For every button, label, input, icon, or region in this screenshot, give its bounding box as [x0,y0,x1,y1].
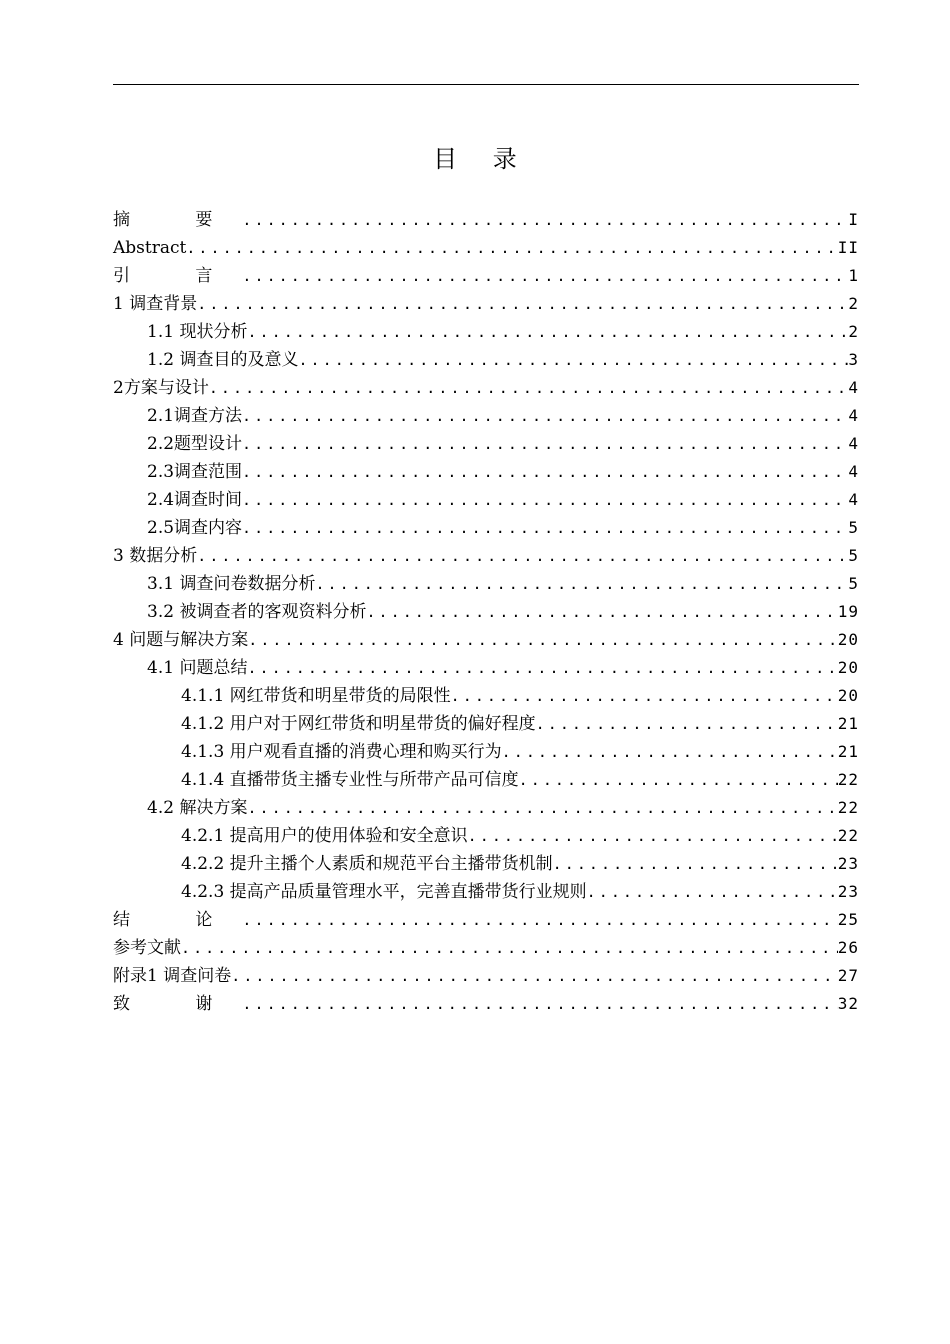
toc-entry-references[interactable] [113,934,859,962]
toc-entry-abstract-cn[interactable] [113,206,859,234]
toc-entry-label: 4.2 解决方案 [147,798,248,818]
toc-leader [519,766,838,794]
toc-entry-section-4-1-2[interactable] [113,710,859,738]
toc-entry-conclusion[interactable] [113,906,859,934]
toc-leader [247,318,848,346]
toc-entry-label: 4.1 问题总结 [147,658,248,678]
toc-entry-page: 32 [837,994,859,1013]
toc-entry-section-4[interactable] [113,626,859,654]
toc-entry-label: 3 数据分析 [113,546,198,566]
toc-entry-label: 附录1 调查问卷 [113,966,232,986]
toc-entry-section-2-3[interactable] [113,458,859,486]
toc-entry-label: 4.2.3 提高产品质量管理水平，完善直播带货行业规则 [181,882,587,902]
toc-leader [468,822,838,850]
toc-entry-acknowledgements[interactable] [113,990,859,1018]
toc-entry-label: 摘 要 [113,210,243,230]
toc-entry-page: 20 [837,686,859,705]
toc-leader [366,598,837,626]
toc-entry-page: 25 [837,910,859,929]
toc-entry-page: 23 [837,882,859,901]
toc-entry-page: 5 [848,546,859,565]
toc-leader [181,934,838,962]
toc-entry-page: 20 [837,658,859,677]
toc-leader [451,682,838,710]
toc-entry-label: 4.1.2 用户对于网红带货和明星带货的偏好程度 [181,714,536,734]
toc-entry-section-4-1-3[interactable] [113,738,859,766]
toc-entry-section-3[interactable] [113,542,859,570]
toc-entry-label: 4.1.4 直播带货主播专业性与所带产品可信度 [181,770,519,790]
toc-leader [242,262,848,290]
toc-entry-label: 结 论 [113,910,243,930]
toc-entry-label: 4.2.2 提升主播个人素质和规范平台主播带货机制 [181,854,553,874]
toc-entry-page: 19 [837,602,859,621]
toc-entry-section-2-1[interactable] [113,402,859,430]
toc-entry-label: 4.1.3 用户观看直播的消费心理和购买行为 [181,742,502,762]
toc-entry-abstract-en[interactable] [113,234,859,262]
toc-entry-section-4-2-3[interactable] [113,878,859,906]
toc-entry-page: 4 [848,490,859,509]
toc-entry-label: 2方案与设计 [113,378,209,398]
toc-leader [242,206,848,234]
toc-leader [502,738,838,766]
toc-entry-label: 引 言 [113,266,243,286]
toc-leader [242,430,848,458]
toc-entry-label: 1 调查背景 [113,294,198,314]
toc-entry-page: 2 [848,294,859,313]
toc-entry-section-4-2[interactable] [113,794,859,822]
page-title: 目 录 [433,145,531,173]
toc-entry-label: 致 谢 [113,994,243,1014]
toc-entry-appendix-1[interactable] [113,962,859,990]
toc-leader [231,962,838,990]
toc-leader [242,402,848,430]
toc-entry-introduction[interactable] [113,262,859,290]
toc-entry-label: 4 问题与解决方案 [113,630,249,650]
toc-leader [242,486,848,514]
toc-entry-label: 2.2题型设计 [147,434,243,454]
toc-leader [197,542,848,570]
toc-entry-label: 2.1调查方法 [147,406,243,426]
toc-entry-label: Abstract [113,238,187,258]
toc-entry-page: 23 [837,854,859,873]
toc-entry-section-2[interactable] [113,374,859,402]
toc-leader [242,906,837,934]
toc-entry-label: 2.3调查范围 [147,462,243,482]
toc-leader [248,626,838,654]
toc-leader [315,570,848,598]
toc-entry-page: 5 [848,574,859,593]
toc-entry-section-2-2[interactable] [113,430,859,458]
toc-leader [587,878,838,906]
toc-entry-page: 26 [837,938,859,957]
toc-leader [553,850,838,878]
toc-entry-section-2-5[interactable] [113,514,859,542]
toc-leader [536,710,838,738]
toc-entry-label: 1.1 现状分析 [147,322,248,342]
toc-entry-section-4-1-4[interactable] [113,766,859,794]
toc-entry-label: 参考文献 [113,938,181,958]
toc-leader [242,514,848,542]
toc-entry-page: 21 [837,742,859,761]
toc-leader [242,458,848,486]
toc-entry-label: 2.4调查时间 [147,490,243,510]
toc-leader [197,290,848,318]
toc-entry-section-1[interactable] [113,290,859,318]
toc-leader [247,794,837,822]
toc-entry-section-4-1[interactable] [113,654,859,682]
toc-entry-page: 21 [837,714,859,733]
toc-entry-label: 2.5调查内容 [147,518,243,538]
toc-entry-section-4-2-2[interactable] [113,850,859,878]
toc-leader [242,990,837,1018]
toc-entry-section-1-1[interactable] [113,318,859,346]
toc-entry-section-3-1[interactable] [113,570,859,598]
toc-entry-page: 2 [848,322,859,341]
toc-entry-page: 20 [837,630,859,649]
toc-entry-page: 22 [837,826,859,845]
header-rule [113,84,859,85]
table-of-contents [113,206,859,1018]
toc-entry-page: 27 [837,966,859,985]
toc-leader [209,374,849,402]
toc-entry-page: 4 [848,462,859,481]
toc-entry-page: 4 [848,434,859,453]
toc-entry-page: 22 [837,770,859,789]
toc-leader [186,234,837,262]
toc-entry-label: 3.1 调查问卷数据分析 [147,574,316,594]
toc-entry-section-4-2-1[interactable] [113,822,859,850]
toc-entry-label: 1.2 调查目的及意义 [147,350,299,370]
toc-entry-page: 4 [848,406,859,425]
toc-entry-section-4-1-1[interactable] [113,682,859,710]
toc-entry-section-3-2[interactable] [113,598,859,626]
toc-entry-page: 22 [837,798,859,817]
toc-entry-page: I [848,210,859,229]
toc-entry-section-2-4[interactable] [113,486,859,514]
toc-entry-page: II [837,238,859,257]
toc-entry-page: 5 [848,518,859,537]
toc-entry-label: 4.1.1 网红带货和明星带货的局限性 [181,686,451,706]
toc-entry-section-1-2[interactable] [113,346,859,374]
toc-entry-label: 3.2 被调查者的客观资料分析 [147,602,367,622]
toc-entry-page: 1 [848,266,859,285]
toc-leader [298,346,848,374]
toc-leader [247,654,837,682]
toc-entry-label: 4.2.1 提高用户的使用体验和安全意识 [181,826,468,846]
toc-entry-page: 4 [848,378,859,397]
toc-entry-page: 3 [848,350,859,369]
